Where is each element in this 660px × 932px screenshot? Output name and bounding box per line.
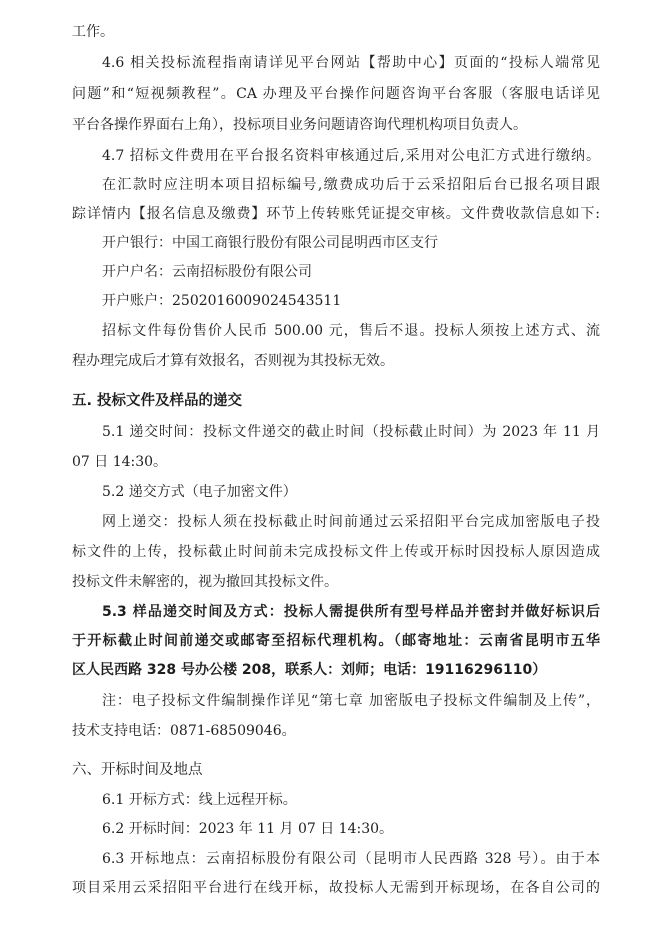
section-heading-5: 五. 投标文件及样品的递交	[72, 393, 243, 409]
paragraph-line: 6.2 开标时间：2023 年 11 月 07 日 14:30。	[102, 821, 394, 837]
paragraph-line: 问题”和“短视频教程”。CA 办理及平台操作问题咨询平台客服（客服电话详见	[72, 86, 600, 102]
paragraph-line: 技术支持电话：0871-68509046。	[72, 723, 296, 739]
bold-paragraph-line: 于开标截止时间前递交或邮寄至招标代理机构。（邮寄地址：云南省昆明市五华	[72, 633, 600, 649]
paragraph-line: 程办理完成后才算有效报名，否则视为其投标无效。	[72, 353, 394, 369]
paragraph-line: 网上递交：投标人须在投标截止时间前通过云采招阳平台完成加密版电子投	[102, 514, 600, 530]
section-heading-6: 六、开标时间及地点	[72, 762, 203, 778]
paragraph-line: 6.3 开标地点：云南招标股份有限公司（昆明市人民西路 328 号）。由于本	[102, 851, 600, 867]
paragraph-line: 5.1 递交时间：投标文件递交的截止时间（投标截止时间）为 2023 年 11 月	[102, 424, 600, 440]
account-name-line: 开户户名：云南招标股份有限公司	[102, 264, 312, 280]
paragraph-line: 标文件的上传，投标截止时间前未完成投标文件上传或开标时因投标人原因造成	[72, 544, 600, 560]
account-number-line: 开户账户：2502016009024543511	[102, 293, 342, 309]
bold-paragraph-line: 区人民西路 328 号办公楼 208，联系人：刘师；电话：19116296110）	[72, 662, 547, 678]
paragraph-line: 踪详情内【报名信息及缴费】环节上传转账凭证提交审核。文件费收款信息如下:	[72, 206, 600, 222]
paragraph-line: 6.1 开标方式：线上远程开标。	[102, 792, 297, 808]
bold-paragraph-line: 5.3 样品递交时间及方式：投标人需提供所有型号样品并密封并做好标识后	[102, 604, 600, 620]
paragraph-line: 在汇款时应注明本项目招标编号,缴费成功后于云采招阳后台已报名项目跟	[102, 177, 600, 193]
paragraph-line: 07 日 14:30。	[72, 454, 168, 470]
paragraph-line: 工作。	[72, 24, 114, 40]
paragraph-line: 注：电子投标文件编制操作详见“第七章 加密版电子投标文件编制及上传”，	[102, 693, 600, 709]
paragraph-line: 项目采用云采招阳平台进行在线开标，故投标人无需到开标现场，在各自公司的	[72, 880, 600, 896]
bank-name-line: 开户银行：中国工商银行股份有限公司昆明西市区支行	[102, 235, 438, 251]
paragraph-line: 4.7 招标文件费用在平台报名资料审核通过后,采用对公电汇方式进行缴纳。	[102, 148, 600, 164]
paragraph-line: 投标文件未解密的，视为撤回其投标文件。	[72, 574, 338, 590]
paragraph-line: 平台各操作界面右上角），投标项目业务问题请咨询代理机构项目负责人。	[72, 117, 527, 133]
paragraph-line: 4.6 相关投标流程指南请详见平台网站【帮助中心】页面的“投标人端常见	[102, 55, 600, 71]
paragraph-line: 5.2 递交方式（电子加密文件）	[102, 484, 297, 500]
paragraph-line: 招标文件每份售价人民币 500.00 元，售后不退。投标人须按上述方式、流	[102, 323, 600, 339]
